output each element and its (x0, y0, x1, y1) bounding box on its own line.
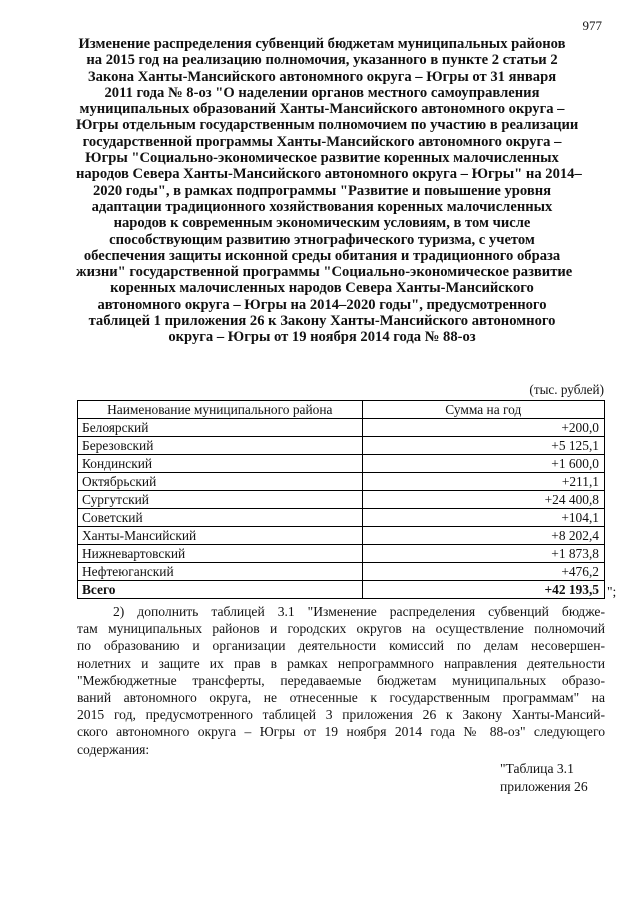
page-number: 977 (582, 18, 602, 33)
table-row (78, 491, 605, 509)
paragraph-line: ваний автономного округа, не отнесенные к государственным программам" на (77, 690, 605, 706)
table-row (78, 473, 605, 491)
table-reference (500, 760, 588, 796)
paragraph-line: нолетних и защите их прав в рамках непрограммного направления деятельности (77, 655, 605, 671)
title-line: округа – Югры от 19 ноября 2014 года № 88-оз (168, 329, 476, 346)
closing-quote: "; (607, 584, 617, 599)
district-amount: +104,1 (362, 509, 604, 527)
column-header-amount: Сумма на год (362, 401, 604, 419)
title-line: Изменение распределения субвенций бюджетам муниципальных районов (78, 36, 566, 52)
table-total-row (78, 581, 605, 599)
amendment-paragraph (77, 603, 605, 758)
district-name: Березовский (78, 437, 363, 455)
table-row (78, 437, 605, 455)
table-row (78, 455, 605, 473)
title-line: государственной программы Ханты-Мансийского автономного округа – (82, 133, 562, 150)
paragraph-line: там муниципальных районов и городских округов на осуществление полномочий (77, 621, 605, 637)
title-line: 2011 года № 8-оз "О наделении органов местного самоуправления (104, 84, 540, 101)
units-label: (тыс. рублей) (529, 382, 604, 397)
district-amount: +24 400,8 (362, 491, 604, 509)
title-line: Югры отдельным государственным полномочием по участию в реализации (76, 117, 579, 134)
total-amount: +42 193,5 (362, 581, 604, 599)
paragraph-line: 2) дополнить таблицей 3.1 "Изменение распределения субвенций бюдже- (113, 604, 605, 619)
title-line: коренных малочисленных народов Севера Ханты-Мансийского (110, 280, 534, 297)
district-amount: +8 202,4 (362, 527, 604, 545)
paragraph-line: "Межбюджетные трансферты, передаваемые бюджетам муниципальных образо- (77, 672, 605, 688)
title-line: Закона Ханты-Мансийского автономного округа – Югры от 31 января (87, 68, 557, 85)
document-title (76, 36, 582, 346)
table-reference-line: приложения 26 (500, 779, 588, 794)
table-row (78, 563, 605, 581)
paragraph-line: содержания: (77, 741, 150, 757)
title-line: обеспечения защиты исконной среды обитания и традиционного образа (83, 247, 561, 264)
district-name: Советский (78, 509, 363, 527)
title-line: автономного округа – Югры на 2014–2020 годы", предусмотренного (97, 296, 547, 313)
district-name: Октябрьский (78, 473, 363, 491)
column-header-district: Наименование муниципального района (78, 401, 363, 419)
district-amount: +1 600,0 (362, 455, 604, 473)
title-line: 2020 годы", в рамках подпрограммы "Развитие и повышение уровня (92, 182, 552, 199)
subvention-table (77, 400, 605, 599)
district-name: Кондинский (78, 455, 363, 473)
total-label: Всего (78, 581, 363, 599)
title-line: муниципальных образований Ханты-Мансийского автономного округа – (79, 101, 565, 118)
paragraph-line: 2015 год, предусмотренного таблицей 3 приложения 26 к Закону Ханты-Мансий- (77, 707, 605, 723)
table-row (78, 527, 605, 545)
district-amount: +211,1 (362, 473, 604, 491)
table-row (78, 419, 605, 437)
title-line: на 2015 год на реализацию полномочия, указанного в пункте 2 статьи 2 (86, 52, 558, 69)
table-row (78, 545, 605, 563)
district-name: Ханты-Мансийский (78, 527, 363, 545)
table-header-row (78, 401, 605, 419)
paragraph-line: ского автономного округа – Югры от 19 ноября 2014 года № 88-оз" следующего (77, 724, 605, 740)
district-name: Сургутский (78, 491, 363, 509)
district-amount: +476,2 (362, 563, 604, 581)
title-line: народов Севера Ханты-Мансийского автономного округа – Югры" на 2014– (76, 166, 582, 183)
paragraph-line: по образованию и организации деятельности комиссий по делам несовершен- (77, 638, 605, 654)
district-amount: +200,0 (362, 419, 604, 437)
title-line: народов к современным экономическим условиям, в том числе (113, 215, 531, 232)
district-amount: +5 125,1 (362, 437, 604, 455)
table-reference-line: "Таблица 3.1 (500, 761, 574, 776)
title-line: жизни" государственной программы "Социально-экономическое развитие (76, 264, 573, 281)
district-name: Белоярский (78, 419, 363, 437)
district-name: Нижневартовский (78, 545, 363, 563)
table-row (78, 509, 605, 527)
title-line: способствующим развитию этнографического туризма, с учетом (109, 231, 535, 248)
district-amount: +1 873,8 (362, 545, 604, 563)
title-line: адаптации традиционного хозяйствования коренных малочисленных (91, 198, 553, 215)
title-line: Югры "Социально-экономическое развитие коренных малочисленных (85, 150, 559, 167)
district-name: Нефтеюганский (78, 563, 363, 581)
title-line: таблицей 1 приложения 26 к Закону Ханты-Мансийского автономного (88, 313, 556, 330)
